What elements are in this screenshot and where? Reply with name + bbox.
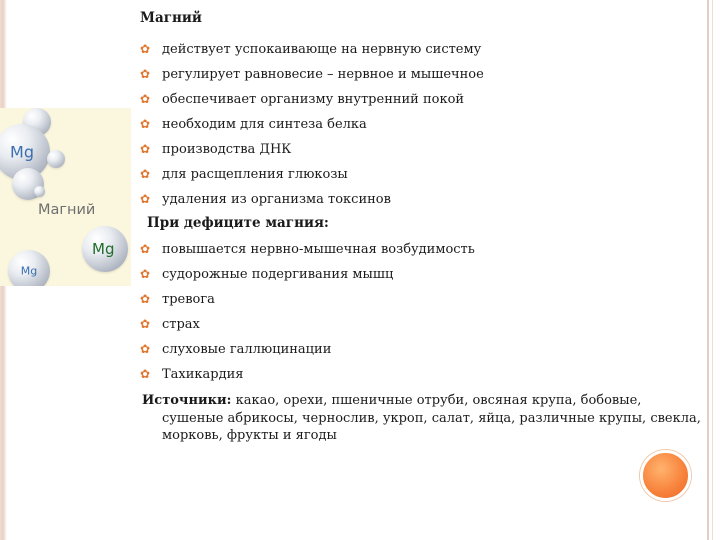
orange-circle-decoration: [640, 450, 691, 501]
flower-bullet-icon: ✿: [140, 167, 151, 181]
slide-frame-right-inner: [712, 0, 713, 540]
flower-bullet-icon: ✿: [140, 92, 151, 106]
bubble-small-mg: [8, 250, 50, 286]
deficit-heading: При дефиците магния:: [147, 215, 329, 231]
deficit-item-text: тревога: [162, 292, 215, 307]
deficit-item-text: страх: [162, 317, 200, 332]
effect-item-text: для расщепления глюкозы: [162, 167, 348, 182]
bubble-small-right: [47, 150, 65, 168]
slide-title: Магний: [140, 10, 202, 26]
flower-bullet-icon: ✿: [140, 317, 151, 331]
flower-bullet-icon: ✿: [140, 192, 151, 206]
effect-item-text: необходим для синтеза белка: [162, 117, 367, 132]
sources-label: Источники:: [142, 393, 232, 408]
flower-bullet-icon: ✿: [140, 292, 151, 306]
bubble-tiny: [34, 186, 45, 197]
effect-item-text: действует успокаивающе на нервную систему: [162, 42, 482, 57]
effect-item-text: обеспечивает организму внутренний покой: [162, 92, 465, 107]
flower-bullet-icon: ✿: [140, 242, 151, 256]
flower-bullet-icon: ✿: [140, 117, 151, 131]
flower-bullet-icon: ✿: [140, 142, 151, 156]
sources-text: какао, орехи, пшеничные отруби, овсяная крупа, бобовые, сушеные абрикосы, чернослив, укроп, салат, яйца, различные крупы, свекла, морковь, фрукты и ягоды: [162, 393, 701, 443]
deficit-item-text: судорожные подергивания мышц: [162, 267, 394, 282]
bubble-mg-label-small: Mg: [20, 264, 38, 278]
flower-bullet-icon: ✿: [140, 42, 151, 56]
effect-item-text: регулирует равновесие – нервное и мышечное: [162, 67, 484, 82]
sources-paragraph: [142, 392, 702, 445]
deficit-item-text: слуховые галлюцинации: [162, 342, 332, 357]
effect-item-text: удаления из организма токсинов: [162, 192, 391, 207]
flower-bullet-icon: ✿: [140, 367, 151, 381]
magnesium-image-panel: [0, 108, 131, 286]
flower-bullet-icon: ✿: [140, 267, 151, 281]
slide-frame-right-outer: [707, 0, 709, 540]
flower-bullet-icon: ✿: [140, 67, 151, 81]
mg-green-label: Mg: [92, 240, 115, 258]
bubble-mg-label-large: Mg: [10, 142, 34, 162]
panel-magnesium-word: Магний: [38, 202, 96, 218]
deficit-item-text: Тахикардия: [162, 367, 244, 382]
effect-item-text: производства ДНК: [162, 142, 292, 157]
flower-bullet-icon: ✿: [140, 342, 151, 356]
deficit-item-text: повышается нервно-мышечная возбудимость: [162, 242, 475, 257]
